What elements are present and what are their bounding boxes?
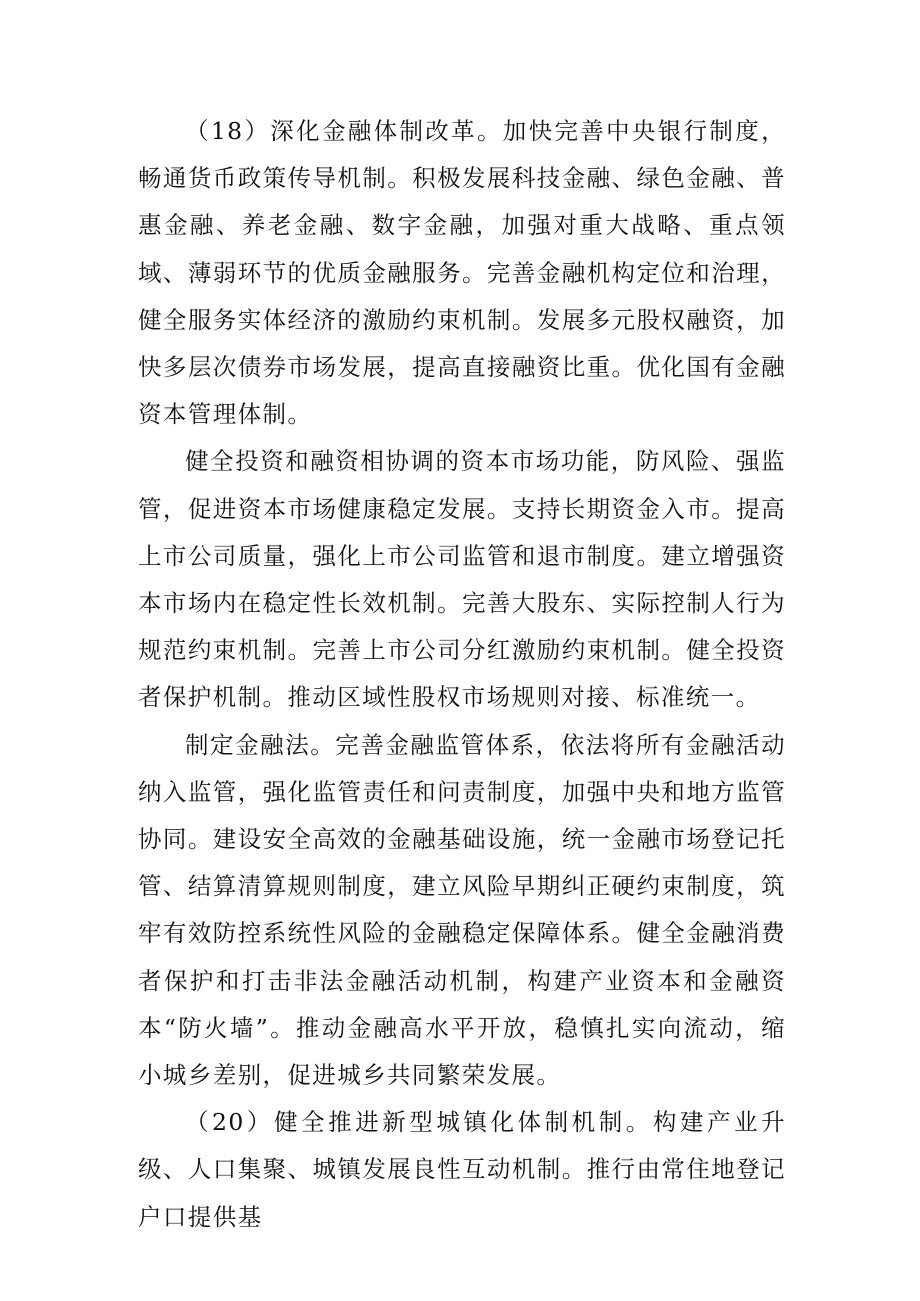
paragraph-urbanization: （20）健全推进新型城镇化体制机制。构建产业升级、人口集聚、城镇发展良性互动机制。推行由常住地登记户口提供基 <box>138 1108 786 1231</box>
paragraph-financial-reform: （18）深化金融体制改革。加快完善中央银行制度，畅通货币政策传导机制。积极发展科技金融、绿色金融、普惠金融、养老金融、数字金融，加强对重大战略、重点领域、薄弱环节的优质金融服务。完善金融机构定位和治理，健全服务实体经济的激励约束机制。发展多元股权融资，加快多层次债券市场发展，提高直接融资比重。优化国有金融资本管理体制。 <box>138 117 786 429</box>
document-body <box>138 108 786 1241</box>
paragraph-capital-market: 健全投资和融资相协调的资本市场功能，防风险、强监管，促进资本市场健康稳定发展。支持长期资金入市。提高上市公司质量，强化上市公司监管和退市制度。建立增强资本市场内在稳定性长效机制。完善大股东、实际控制人行为规范约束机制。完善上市公司分红激励约束机制。健全投资者保护机制。推动区域性股权市场规则对接、标准统一。 <box>138 447 786 712</box>
paragraph-financial-law: 制定金融法。完善金融监管体系，依法将所有金融活动纳入监管，强化监管责任和问责制度，加强中央和地方监管协同。建设安全高效的金融基础设施，统一金融市场登记托管、结算清算规则制度，建立风险早期纠正硬约束制度，筑牢有效防控系统性风险的金融稳定保障体系。健全金融消费者保护和打击非法金融活动机制，构建产业资本和金融资本“防火墙”。推动金融高水平开放，稳慎扎实向流动，缩小城乡差别，促进城乡共同繁荣发展。 <box>138 730 786 1090</box>
